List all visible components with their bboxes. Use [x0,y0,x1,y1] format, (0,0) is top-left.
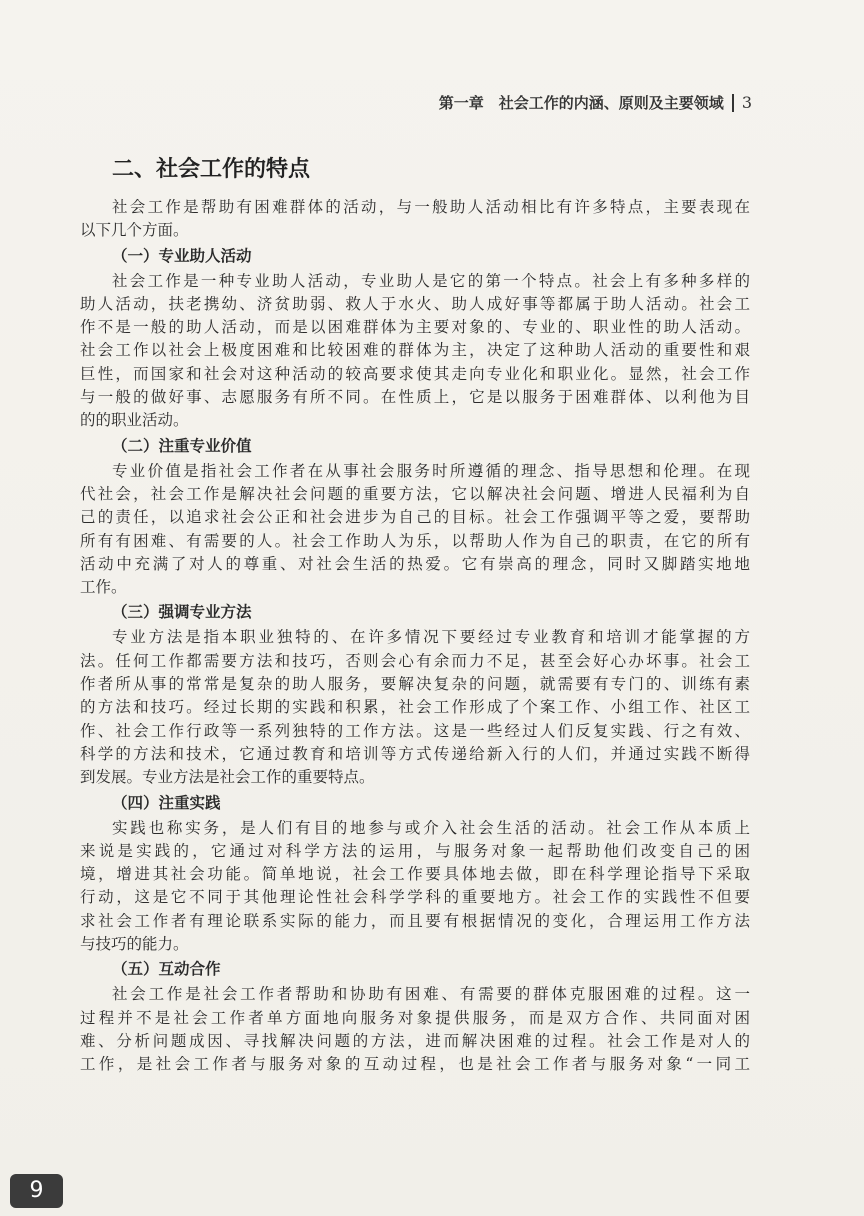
running-head [439,92,752,113]
text-line: 社会工作是社会工作者帮助和协助有困难、有需要的群体克服困难的过程。这一 [112,985,750,1004]
text-line: 的方法和技巧。经过长期的实践和积累，社会工作形成了个案工作、小组工作、社区工 [80,698,750,717]
text-line: 专业方法是指本职业独特的、在许多情况下要经过专业教育和培训才能掌握的方 [112,628,750,647]
text-line: 难、分析问题成因、寻找解决问题的方法，进而解决困难的过程。社会工作是对人的 [80,1031,750,1050]
paragraph-cooperation [80,983,750,1076]
text-line: 以下几个方面。 [80,221,189,240]
subsection-heading-3: （三）强调专业方法 [112,603,252,622]
page-number: 3 [741,93,752,112]
paragraph-practice [80,817,750,957]
text-line: 科学的方法和技术，它通过教育和培训等方式传递给新入行的人们，并通过实践不断得 [80,744,750,763]
text-line: 巨性，而国家和社会对这种活动的较高要求使其走向专业化和职业化。显然，社会工作 [80,364,750,383]
text-line: 作者所从事的常常是复杂的助人服务，要解决复杂的问题，就需要有专门的、训练有素 [80,675,750,694]
subsection-heading-5: （五）互动合作 [112,960,221,979]
text-line: 专业价值是指社会工作者在从事社会服务时所遵循的理念、指导思想和伦理。在现 [112,461,750,480]
text-line: 己的责任，以追求社会公正和社会进步为自己的目标。社会工作强调平等之爱，要帮助 [80,508,750,527]
subsection-heading-2: （二）注重专业价值 [112,436,252,455]
text-line: 作不是一般的助人活动，而是以困难群体为主要对象的、专业的、职业性的助人活动。 [80,318,750,337]
paragraph-professional-values [80,460,750,600]
chapter-title: 第一章 社会工作的内涵、原则及主要领域 [438,94,724,112]
text-line: 助人活动，扶老携幼、济贫助弱、救人于水火、助人成好事等都属于助人活动。社会工 [80,294,750,313]
text-line: 所有有困难、有需要的人。社会工作助人为乐，以帮助人作为自己的职责，在它的所有 [80,531,750,550]
text-line: 工作。 [80,578,127,597]
text-line: 到发展。专业方法是社会工作的重要特点。 [80,768,375,787]
section-title: 二、社会工作的特点 [112,157,311,182]
text-line: 活动中充满了对人的尊重、对社会生活的热爱。它有崇高的理念，同时又脚踏实地地 [80,554,750,573]
text-line: 求社会工作者有理论联系实际的能力，而且要有根据情况的变化，合理运用工作方法 [80,911,750,930]
header-separator [732,94,734,112]
text-line: 代社会，社会工作是解决社会问题的重要方法，它以解决社会问题、增进人民福利为自 [80,484,750,503]
text-line: 过程并不是社会工作者单方面地向服务对象提供服务，而是双方合作、共同面对困 [80,1008,750,1027]
text-line: 社会工作以社会上极度困难和比较困难的群体为主，决定了这种助人活动的重要性和艰 [80,341,750,360]
body-text [80,196,750,1077]
page-index-badge: 9 [10,1174,63,1208]
text-line: 实践也称实务，是人们有目的地参与或介入社会生活的活动。社会工作从本质上 [112,818,750,837]
text-line: 的的职业活动。 [80,411,189,430]
text-line: 与一般的做好事、志愿服务有所不同。在性质上，它是以服务于困难群体、以利他为目 [80,388,750,407]
paragraph-professional-help [80,270,750,433]
text-line: 社会工作是帮助有困难群体的活动，与一般助人活动相比有许多特点，主要表现在 [112,198,750,216]
text-line: 法。任何工作都需要方法和技巧，否则会心有余而力不足，甚至会好心办坏事。社会工 [80,651,750,670]
text-line: 境，增进其社会功能。简单地说，社会工作要具体地去做，即在科学理论指导下采取 [80,865,750,884]
subsection-heading-4: （四）注重实践 [112,793,221,812]
text-line: 社会工作是一种专业助人活动，专业助人是它的第一个特点。社会上有多种多样的 [112,271,750,290]
paragraph-professional-methods [80,626,750,789]
text-line: 作、社会工作行政等一系列独特的工作方法。这是一些经过人们反复实践、行之有效、 [80,721,750,740]
text-line: 行动，这是它不同于其他理论性社会科学学科的重要地方。社会工作的实践性不但要 [80,888,750,907]
text-line: 来说是实践的，它通过对科学方法的运用，与服务对象一起帮助他们改变自己的困 [80,841,750,860]
text-line: 工作，是社会工作者与服务对象的互动过程，也是社会工作者与服务对象“一同工 [80,1055,750,1074]
intro-paragraph [80,196,750,243]
subsection-heading-1: （一）专业助人活动 [112,246,252,265]
text-line: 与技巧的能力。 [80,935,189,954]
